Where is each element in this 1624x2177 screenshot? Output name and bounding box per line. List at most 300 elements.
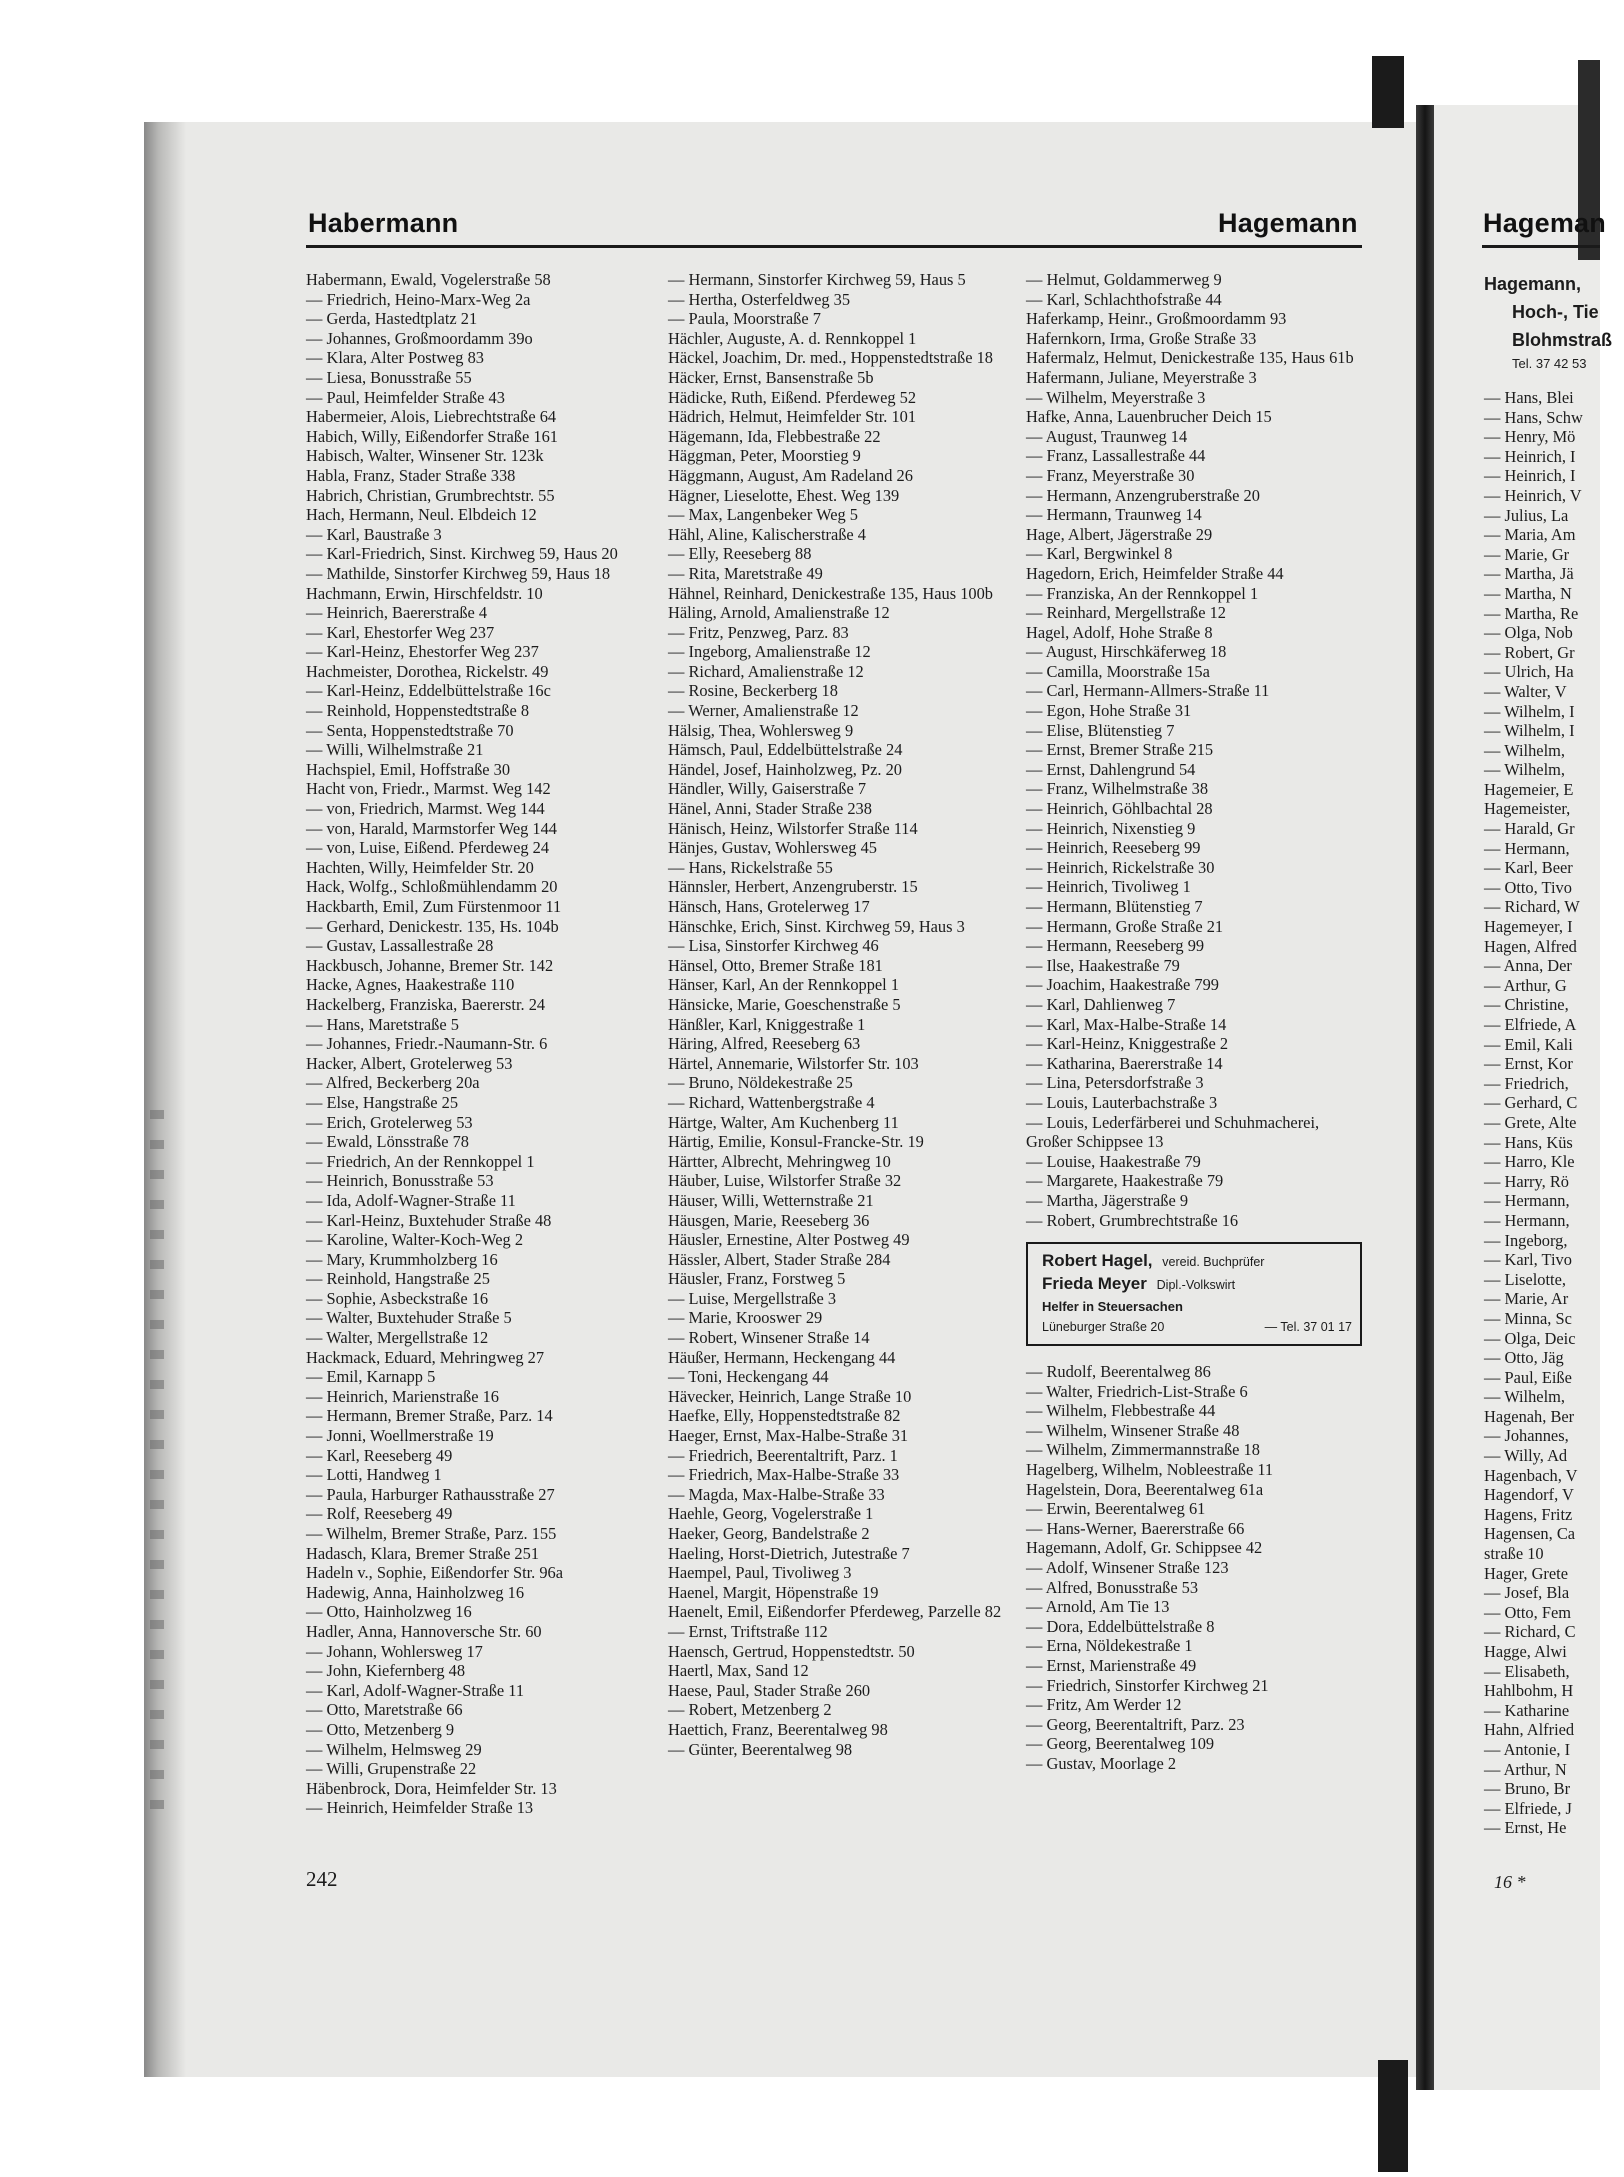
directory-entry: — Ulrich, Ha <box>1484 662 1574 682</box>
directory-entry: — Otto, Metzenberg 9 <box>306 1719 455 1739</box>
ad-subtitle: Helfer in Steuersachen <box>1042 1299 1183 1315</box>
directory-entry: Hässler, Albert, Stader Straße 284 <box>668 1249 891 1269</box>
directory-entry: — Arthur, G <box>1484 975 1567 995</box>
directory-entry: — Johannes, <box>1484 1426 1569 1446</box>
directory-entry: — Hermann, Große Straße 21 <box>1026 916 1224 936</box>
directory-entry: Haensch, Gertrud, Hoppenstedtstr. 50 <box>668 1641 915 1661</box>
directory-entry: — Bruno, Nöldekestraße 25 <box>668 1073 853 1093</box>
directory-entry: Haenel, Margit, Höpenstraße 19 <box>668 1582 879 1602</box>
directory-entry: — Otto, Hainholzweg 16 <box>306 1602 472 1622</box>
directory-entry: Hävecker, Heinrich, Lange Straße 10 <box>668 1386 912 1406</box>
directory-entry: — Heinrich, V <box>1484 485 1582 505</box>
directory-entry: — Günter, Beerentalweg 98 <box>668 1739 853 1759</box>
directory-entry: — Karl-Heinz, Ehestorfer Weg 237 <box>306 642 539 662</box>
directory-entry: Hähl, Aline, Kalischerstraße 4 <box>668 524 866 544</box>
directory-entry: Händler, Willy, Gaiserstraße 7 <box>668 779 867 799</box>
directory-entry: — Wilhelm, Zimmermannstraße 18 <box>1026 1440 1260 1460</box>
directory-entry: — Heinrich, Rickelstraße 30 <box>1026 857 1215 877</box>
directory-entry: Hahn, Alfried <box>1484 1720 1575 1740</box>
directory-entry: — Paula, Harburger Rathausstraße 27 <box>306 1484 555 1504</box>
directory-entry: — Gerhard, C <box>1484 1093 1578 1113</box>
directory-entry: — Martha, N <box>1484 583 1572 603</box>
next-page-header-rule <box>1482 245 1600 248</box>
directory-entry: Hagemeyer, I <box>1484 917 1573 937</box>
next-page-folio: 16 * <box>1494 1872 1526 1892</box>
directory-entry: Hädrich, Helmut, Heimfelder Str. 101 <box>668 407 917 427</box>
directory-entry: Haehle, Georg, Vogelerstraße 1 <box>668 1504 874 1524</box>
directory-entry: — Heinrich, Heimfelder Straße 13 <box>306 1798 534 1818</box>
directory-entry: — Louise, Haakestraße 79 <box>1026 1151 1201 1171</box>
directory-entry: — Elly, Reeseberg 88 <box>668 544 812 564</box>
directory-entry: Hägemann, Ida, Flebbestraße 22 <box>668 426 881 446</box>
directory-entry: Hagedorn, Erich, Heimfelder Straße 44 <box>1026 563 1284 583</box>
directory-entry: — Hans, Rickelstraße 55 <box>668 857 833 877</box>
directory-entry: — Karl-Heinz, Eddelbüttelstraße 16c <box>306 681 551 701</box>
directory-entry: Haenelt, Emil, Eißendorfer Pferdeweg, Parzelle 82 <box>668 1602 1002 1622</box>
directory-entry: Hädicke, Ruth, Eißend. Pferdeweg 52 <box>668 387 917 407</box>
directory-entry: Häuser, Willi, Wetternstraße 21 <box>668 1190 874 1210</box>
next-page-column <box>1484 270 1624 1838</box>
directory-entry: — Ernst, Marienstraße 49 <box>1026 1656 1197 1675</box>
ad-title-1: vereid. Buchprüfer <box>1162 1255 1265 1270</box>
directory-entry: — Maria, Am <box>1484 525 1576 545</box>
directory-entry: — Carl, Hermann-Allmers-Straße 11 <box>1026 681 1270 701</box>
directory-entry: — Rolf, Reeseberg 49 <box>306 1504 453 1524</box>
directory-entry: Härtel, Annemarie, Wilstorfer Str. 103 <box>668 1053 919 1073</box>
directory-entry: — Louis, Lauterbachstraße 3 <box>1026 1092 1218 1112</box>
directory-entry: — Sophie, Asbeckstraße 16 <box>306 1288 489 1308</box>
directory-entry: Haettich, Franz, Beerentalweg 98 <box>668 1719 888 1739</box>
next-page-running-head: Hageman <box>1483 208 1606 238</box>
directory-entry: Häbenbrock, Dora, Heimfelder Str. 13 <box>306 1778 557 1798</box>
directory-entry: — Luise, Mergellstraße 3 <box>668 1288 837 1308</box>
directory-entry: — Joachim, Haakestraße 799 <box>1026 975 1219 995</box>
directory-entry: Hagens, Fritz <box>1484 1504 1573 1524</box>
directory-entry: — Heinrich, Marienstraße 16 <box>306 1386 499 1406</box>
directory-entry: — Richard, C <box>1484 1622 1576 1642</box>
directory-entry: — Harro, Kle <box>1484 1152 1575 1172</box>
directory-entry: — Wilhelm, <box>1484 760 1565 780</box>
directory-entry: — Minna, Sc <box>1484 1308 1572 1328</box>
directory-entry: — Heinrich, Bonusstraße 53 <box>306 1171 494 1191</box>
directory-entry: — Karl, Baustraße 3 <box>306 524 442 544</box>
directory-entry: — Wilhelm, I <box>1484 701 1575 721</box>
directory-entry: — Lotti, Handweg 1 <box>306 1465 442 1485</box>
directory-entry: — Heinrich, I <box>1484 466 1576 486</box>
directory-entry: — Martha, Jä <box>1484 564 1574 584</box>
directory-entry: — Arthur, N <box>1484 1759 1567 1779</box>
directory-entry: — Johannes, Friedr.-Naumann-Str. 6 <box>306 1034 548 1054</box>
directory-entry: — Karl, Max-Halbe-Straße 14 <box>1026 1014 1227 1034</box>
directory-entry: — Louis, Lederfärberei und Schuhmacherei, Großer Schippsee 13 <box>1026 1112 1320 1152</box>
directory-entry: — Bruno, Br <box>1484 1779 1571 1799</box>
directory-entry: Habermeier, Alois, Liebrechtstraße 64 <box>306 407 557 427</box>
directory-entry: Häusler, Ernestine, Alter Postweg 49 <box>668 1230 910 1250</box>
directory-entry: — Julius, La <box>1484 505 1569 525</box>
directory-entry: Händel, Josef, Hainholzweg, Pz. 20 <box>668 759 902 779</box>
directory-entry: — Ewald, Lönsstraße 78 <box>306 1132 469 1152</box>
directory-entry: — Hertha, Osterfeldweg 35 <box>668 289 851 309</box>
directory-entry: — Hermann, Sinstorfer Kirchweg 59, Haus 5 <box>668 270 966 289</box>
directory-entry: — Franziska, An der Rennkoppel 1 <box>1026 583 1259 603</box>
directory-entry: — Franz, Wilhelmstraße 38 <box>1026 779 1209 799</box>
directory-entry: Hächler, Auguste, A. d. Rennkoppel 1 <box>668 328 917 348</box>
directory-entry: — Otto, Tivo <box>1484 877 1572 897</box>
directory-entry: Härtig, Emilie, Konsul-Francke-Str. 19 <box>668 1132 924 1152</box>
directory-entry: Häggmann, August, Am Radeland 26 <box>668 465 913 485</box>
directory-entry: Hänschke, Erich, Sinst. Kirchweg 59, Haus 3 <box>668 916 965 936</box>
directory-entry: Hackbarth, Emil, Zum Fürstenmoor 11 <box>306 897 562 916</box>
directory-column-3 <box>1026 270 1362 1774</box>
directory-entry: Häring, Alfred, Reeseberg 63 <box>668 1034 861 1054</box>
scanner-clip-top <box>1372 56 1404 128</box>
directory-entry: — Wilhelm, Helmsweg 29 <box>306 1739 482 1759</box>
directory-entry: — von, Luise, Eißend. Pferdeweg 24 <box>306 838 550 858</box>
directory-entry: Hachmann, Erwin, Hirschfeldstr. 10 <box>306 583 543 603</box>
directory-entry: Hahlbohm, H <box>1484 1681 1574 1701</box>
directory-entry: — Max, Langenbeker Weg 5 <box>668 505 858 525</box>
directory-entry: — Hermann, <box>1484 1210 1570 1230</box>
directory-entry: Hachmeister, Dorothea, Rickelstr. 49 <box>306 661 549 681</box>
directory-entry: — Anna, Der <box>1484 956 1572 976</box>
directory-entry: Hage, Albert, Jägerstraße 29 <box>1026 524 1213 544</box>
scanner-clip-bottom <box>1378 2060 1408 2172</box>
directory-entry: — Richard, Wattenbergstraße 4 <box>668 1092 875 1112</box>
directory-entry: Häling, Arnold, Amalienstraße 12 <box>668 603 890 623</box>
directory-entry: — Jonni, Woellmerstraße 19 <box>306 1426 494 1446</box>
directory-entry: — Elfriede, J <box>1484 1798 1572 1818</box>
directory-entry: — Walter, Friedrich-List-Straße 6 <box>1026 1381 1248 1401</box>
directory-entry: Häusgen, Marie, Reeseberg 36 <box>668 1210 870 1230</box>
directory-entry: Haempel, Paul, Tivoliweg 3 <box>668 1563 852 1583</box>
directory-entry: Haefke, Elly, Hoppenstedtstraße 82 <box>668 1406 901 1426</box>
directory-entry: — Heinrich, I <box>1484 446 1576 466</box>
next-page-bold-line-1: Hagemann, <box>1484 274 1582 294</box>
directory-entry: — Richard, W <box>1484 897 1580 917</box>
directory-entry: — Mathilde, Sinstorfer Kirchweg 59, Haus 18 <box>306 563 611 583</box>
directory-entry: Hagelstein, Dora, Beerentalweg 61a <box>1026 1479 1264 1499</box>
directory-entry: Hagge, Alwi <box>1484 1642 1567 1661</box>
directory-entry: — Rosine, Beckerberg 18 <box>668 681 838 701</box>
directory-entry: Hachten, Willy, Heimfelder Str. 20 <box>306 857 534 877</box>
directory-entry: Hämsch, Paul, Eddelbüttelstraße 24 <box>668 740 903 760</box>
directory-entry: — Wilhelm, <box>1484 740 1565 760</box>
directory-entry: — Hermann, Blütenstieg 7 <box>1026 897 1203 916</box>
directory-entry: — Karl, Tivo <box>1484 1250 1572 1270</box>
directory-entry: — Marie, Gr <box>1484 544 1570 564</box>
directory-entry: Hacke, Agnes, Haakestraße 110 <box>306 975 515 995</box>
directory-entry: — Robert, Winsener Straße 14 <box>668 1328 870 1348</box>
directory-entry: — Robert, Grumbrechtstraße 16 <box>1026 1210 1239 1230</box>
ad-name-2: Frieda Meyer <box>1042 1274 1147 1294</box>
directory-entry: — Ida, Adolf-Wagner-Straße 11 <box>306 1190 516 1210</box>
directory-entry: — Friedrich, Beerentaltrift, Parz. 1 <box>668 1445 898 1465</box>
directory-entry: — Gerda, Hastedtplatz 21 <box>306 309 478 329</box>
directory-entry: Hänsel, Otto, Bremer Straße 181 <box>668 955 883 975</box>
directory-entry: — Karl-Friedrich, Sinst. Kirchweg 59, Haus 20 <box>306 544 618 564</box>
directory-entry: Hackelberg, Franziska, Baererstr. 24 <box>306 994 546 1014</box>
directory-entry: — Reinhard, Mergellstraße 12 <box>1026 603 1226 623</box>
directory-entry: Hacker, Albert, Grotelerweg 53 <box>306 1053 513 1073</box>
binding-marks <box>150 1110 164 1830</box>
directory-entry: — Wilhelm, Meyerstraße 3 <box>1026 387 1206 407</box>
directory-entry: Hagelberg, Wilhelm, Nobleestraße 11 <box>1026 1460 1274 1480</box>
directory-entry: Hadasch, Klara, Bremer Straße 251 <box>306 1543 540 1563</box>
directory-entry: — Karl-Heinz, Buxtehuder Straße 48 <box>306 1210 552 1230</box>
next-page-entries <box>1484 388 1624 1838</box>
directory-column-2 <box>668 270 1002 1759</box>
directory-entry: — Katharina, Baererstraße 14 <box>1026 1053 1223 1073</box>
directory-entry: — Marie, Ar <box>1484 1289 1569 1309</box>
directory-entry: — Rita, Maretstraße 49 <box>668 563 823 583</box>
directory-column-1 <box>306 270 640 1818</box>
directory-entry: Hagel, Adolf, Hohe Straße 8 <box>1026 622 1213 642</box>
directory-entry: — Hermann, Bremer Straße, Parz. 14 <box>306 1406 553 1426</box>
directory-entry: — Hans, Blei <box>1484 388 1574 407</box>
directory-entry: — Christine, <box>1484 995 1569 1015</box>
directory-entry: — Hans, Küs <box>1484 1132 1573 1152</box>
directory-entry: — Gustav, Moorlage 2 <box>1026 1753 1177 1773</box>
directory-entry: Häußer, Hermann, Heckengang 44 <box>668 1347 896 1367</box>
directory-entry: — Ingeborg, <box>1484 1230 1568 1250</box>
ad-phone: — Tel. 37 01 17 <box>1264 1320 1352 1335</box>
directory-entry: — Ernst, He <box>1484 1818 1567 1838</box>
directory-entry: Hagenah, Ber <box>1484 1406 1575 1426</box>
directory-entry: — Willi, Wilhelmstraße 21 <box>306 740 484 760</box>
ad-title-2: Dipl.-Volkswirt <box>1156 1278 1236 1293</box>
directory-entry: Habisch, Walter, Winsener Str. 123k <box>306 446 544 466</box>
advertisement-box <box>1026 1242 1362 1346</box>
directory-entry: — Fritz, Am Werder 12 <box>1026 1695 1182 1715</box>
directory-entry: — Paul, Heimfelder Straße 43 <box>306 387 505 407</box>
directory-entry: Hackmack, Eduard, Mehringweg 27 <box>306 1347 545 1367</box>
directory-entry: — Walter, V <box>1484 681 1567 701</box>
directory-entry: — Walter, Buxtehuder Straße 5 <box>306 1308 512 1328</box>
running-head-right: Hagemann <box>1218 208 1358 238</box>
header-rule <box>306 245 1362 248</box>
directory-entry: — Karl, Adolf-Wagner-Straße 11 <box>306 1680 525 1700</box>
directory-entry: — Johann, Wohlersweg 17 <box>306 1641 483 1661</box>
directory-entry: — Otto, Maretstraße 66 <box>306 1700 463 1720</box>
directory-entry: — Henry, Mö <box>1484 427 1576 447</box>
directory-entry: Hackbusch, Johanne, Bremer Str. 142 <box>306 955 554 975</box>
directory-entry: — von, Friedrich, Marmst. Weg 144 <box>306 799 545 819</box>
directory-entry: — Reinhold, Hoppenstedtstraße 8 <box>306 701 530 721</box>
directory-entry: Haferkamp, Heinr., Großmoordamm 93 <box>1026 309 1287 329</box>
directory-entry: Häckel, Joachim, Dr. med., Hoppenstedtstraße 18 <box>668 348 993 368</box>
directory-entry: Häuber, Luise, Wilstorfer Straße 32 <box>668 1171 902 1191</box>
directory-entry: — Robert, Metzenberg 2 <box>668 1700 832 1720</box>
directory-entry: Habermann, Ewald, Vogelerstraße 58 <box>306 270 551 289</box>
directory-entry: Hachspiel, Emil, Hoffstraße 30 <box>306 759 511 779</box>
directory-entry: Habla, Franz, Stader Straße 338 <box>306 465 516 485</box>
directory-entry: — Heinrich, Baererstraße 4 <box>306 603 488 623</box>
directory-entry: — Senta, Hoppenstedtstraße 70 <box>306 720 514 740</box>
directory-entry: — Hans-Werner, Baererstraße 66 <box>1026 1518 1245 1538</box>
directory-entry: Hafermann, Juliane, Meyerstraße 3 <box>1026 367 1257 387</box>
directory-entry: — Robert, Gr <box>1484 642 1575 662</box>
directory-entry: — Wilhelm, Flebbestraße 44 <box>1026 1401 1216 1421</box>
directory-entry: — Hermann, Traunweg 14 <box>1026 505 1202 525</box>
directory-entry: — August, Traunweg 14 <box>1026 426 1188 446</box>
directory-entry: Hähnel, Reinhard, Denickestraße 135, Haus 100b <box>668 583 993 603</box>
directory-entry: — Marie, Krooswег 29 <box>668 1308 823 1328</box>
directory-entry: — Paul, Eiße <box>1484 1367 1572 1387</box>
directory-entry: Habich, Willy, Eißendorfer Straße 161 <box>306 426 558 446</box>
directory-entry: — Martha, Jägerstraße 9 <box>1026 1190 1189 1210</box>
directory-entry: — Heinrich, Reeseberg 99 <box>1026 838 1201 858</box>
directory-entry: Hagenbach, V <box>1484 1465 1578 1485</box>
directory-entry: Hafermalz, Helmut, Denickestraße 135, Haus 61b <box>1026 348 1354 368</box>
directory-entry: — Rudolf, Beerentalweg 86 <box>1026 1362 1211 1382</box>
directory-entry: — Hans, Maretstraße 5 <box>306 1014 459 1034</box>
directory-entry: — Ernst, Triftstraße 112 <box>668 1621 828 1641</box>
directory-entry: — Elfriede, A <box>1484 1015 1577 1034</box>
directory-entry: — Egon, Hohe Straße 31 <box>1026 701 1192 721</box>
directory-entry: — Antonie, I <box>1484 1739 1571 1759</box>
directory-entry: Habrich, Christian, Grumbrechtstr. 55 <box>306 485 555 505</box>
directory-entry: — Margarete, Haakestraße 79 <box>1026 1171 1224 1191</box>
directory-entry: — Karl, Beer <box>1484 858 1573 878</box>
directory-entry: — Hermann, <box>1484 1191 1570 1211</box>
directory-entry: — Reinhold, Hangstraße 25 <box>306 1269 490 1289</box>
directory-entry: Haese, Paul, Stader Straße 260 <box>668 1680 871 1700</box>
directory-entry: Härtter, Albrecht, Mehringweg 10 <box>668 1151 891 1171</box>
directory-entry: Hälsig, Thea, Wohlersweg 9 <box>668 720 854 740</box>
directory-entry: — Johannes, Großmoordamm 39o <box>306 328 533 348</box>
directory-entry: — Paula, Moorstraße 7 <box>668 309 821 329</box>
directory-entry: — Ilse, Haakestraße 79 <box>1026 955 1180 975</box>
directory-entry: Hänsch, Hans, Grotelerweg 17 <box>668 897 870 916</box>
directory-entry: — Grete, Alte <box>1484 1112 1577 1132</box>
directory-entry: — Liselotte, <box>1484 1269 1566 1289</box>
directory-entry: Hännsler, Herbert, Anzengruberstr. 15 <box>668 877 918 897</box>
directory-entry: — Erna, Nöldekestraße 1 <box>1026 1636 1193 1656</box>
directory-entry: Hadler, Anna, Hannoversche Str. 60 <box>306 1621 542 1641</box>
directory-entry: — Richard, Amalienstraße 12 <box>668 661 864 681</box>
directory-entry: — Otto, Fem <box>1484 1602 1571 1622</box>
directory-entry: — Harald, Gr <box>1484 819 1575 839</box>
directory-entry: — Ernst, Dahlengrund 54 <box>1026 759 1196 779</box>
directory-entry: Hagemeister, <box>1484 799 1571 819</box>
directory-entry: — Fritz, Penzweg, Parz. 83 <box>668 622 849 642</box>
directory-entry: — Franz, Meyerstraße 30 <box>1026 465 1195 485</box>
directory-entry: — Friedrich, Max-Halbe-Straße 33 <box>668 1465 900 1485</box>
directory-entry: — Walter, Mergellstraße 12 <box>306 1328 489 1348</box>
directory-entry: Haeling, Horst-Dietrich, Jutestraße 7 <box>668 1543 910 1563</box>
directory-entry: — Gerhard, Denickestr. 135, Hs. 104b <box>306 916 559 936</box>
directory-entry: — Josef, Bla <box>1484 1583 1570 1603</box>
directory-entry: Hadewig, Anna, Hainholzweg 16 <box>306 1582 525 1602</box>
directory-entry: — Magda, Max-Halbe-Straße 33 <box>668 1484 885 1504</box>
directory-entry: — Karl, Bergwinkel 8 <box>1026 544 1173 564</box>
directory-entry: Haertl, Max, Sand 12 <box>668 1661 809 1681</box>
directory-entry: — Willy, Ad <box>1484 1446 1568 1466</box>
directory-entry: — Franz, Lassallestraße 44 <box>1026 446 1206 466</box>
directory-entry: Häcker, Ernst, Bansenstraße 5b <box>668 367 874 387</box>
directory-entry: — Wilhelm, Bremer Straße, Parz. 155 <box>306 1524 557 1543</box>
directory-entry: Hänser, Karl, An der Rennkoppel 1 <box>668 975 900 995</box>
directory-entry: — Karl, Dahlienweg 7 <box>1026 994 1176 1014</box>
directory-entry: — Friedrich, <box>1484 1073 1569 1093</box>
directory-entry: Hägner, Lieselotte, Ehest. Weg 139 <box>668 485 900 505</box>
directory-entry: — Helmut, Goldammerweg 9 <box>1026 270 1222 289</box>
directory-entry: — Ingeborg, Amalienstraße 12 <box>668 642 871 662</box>
directory-entry: Hänßler, Karl, Kniggestraße 1 <box>668 1014 866 1034</box>
directory-entry: — Dora, Eddelbüttelstraße 8 <box>1026 1616 1215 1636</box>
directory-entry: — Heinrich, Nixenstieg 9 <box>1026 818 1196 838</box>
directory-entry: Hagendorf, V <box>1484 1485 1574 1505</box>
directory-entry: Hänisch, Heinz, Wilstorfer Straße 114 <box>668 818 918 838</box>
directory-entry: Hagensen, Ca <box>1484 1524 1576 1544</box>
directory-entry: Hafernkorn, Irma, Große Straße 33 <box>1026 328 1257 348</box>
directory-entry: — Martha, Re <box>1484 603 1579 623</box>
directory-entry: — Friedrich, Sinstorfer Kirchweg 21 <box>1026 1675 1269 1695</box>
directory-entry: Hagemeier, E <box>1484 779 1574 799</box>
directory-entry: — Hermann, Anzengruberstraße 20 <box>1026 485 1260 505</box>
directory-entry: — Liesa, Bonusstraße 55 <box>306 367 472 387</box>
directory-entry: — Wilhelm, I <box>1484 721 1575 741</box>
directory-entry: — Arnold, Am Tie 13 <box>1026 1597 1170 1617</box>
next-page-tel: Tel. 37 42 53 <box>1512 356 1587 371</box>
directory-entry: — Karl, Ehestorfer Weg 237 <box>306 622 495 642</box>
directory-entry: Haeker, Georg, Bandelstraße 2 <box>668 1524 870 1543</box>
next-page-bold-line-2: Hoch-, Tie <box>1512 302 1599 322</box>
directory-entry: — Ernst, Bremer Straße 215 <box>1026 740 1214 760</box>
directory-entry: Härtge, Walter, Am Kuchenberg 11 <box>668 1112 899 1132</box>
directory-entry: — John, Kiefernberg 48 <box>306 1661 466 1681</box>
directory-entry: Hack, Wolfg., Schloßmühlendamm 20 <box>306 877 558 897</box>
directory-entry: — Elisabeth, <box>1484 1661 1570 1681</box>
directory-entry: — Hermann, Reeseberg 99 <box>1026 936 1205 956</box>
directory-entry: — Emil, Kali <box>1484 1034 1573 1054</box>
directory-entry: — Emil, Karnapp 5 <box>306 1367 436 1387</box>
directory-entry: — Gustav, Lassallestraße 28 <box>306 936 494 956</box>
directory-entry: Hänsicke, Marie, Goeschenstraße 5 <box>668 994 901 1014</box>
directory-entry: — Hermann, <box>1484 838 1570 858</box>
running-head-left: Habermann <box>308 208 459 238</box>
directory-entry: — Toni, Heckengang 44 <box>668 1367 829 1387</box>
directory-entry: — Friedrich, Heino-Marx-Weg 2a <box>306 289 531 309</box>
directory-entry: — Alfred, Bonusstraße 53 <box>1026 1577 1199 1597</box>
directory-entry: — Olga, Nob <box>1484 623 1573 643</box>
directory-entry: — Alfred, Beckerberg 20a <box>306 1073 480 1093</box>
directory-entry: — Friedrich, An der Rennkoppel 1 <box>306 1151 535 1171</box>
directory-entry: Hacht von, Friedr., Marmst. Weg 142 <box>306 779 551 799</box>
directory-entry: — Lina, Petersdorfstraße 3 <box>1026 1073 1204 1093</box>
directory-entry: — Willi, Grupenstraße 22 <box>306 1759 477 1779</box>
directory-entry: — Adolf, Winsener Straße 123 <box>1026 1558 1229 1578</box>
page-number: 242 <box>306 1867 338 1891</box>
directory-entry: — Karl, Reeseberg 49 <box>306 1445 453 1465</box>
ad-name-1: Robert Hagel, <box>1042 1251 1153 1271</box>
directory-entry: Hagemann, Adolf, Gr. Schippsee 42 <box>1026 1538 1263 1558</box>
directory-entry: — Camilla, Moorstraße 15a <box>1026 661 1210 681</box>
directory-entry: — Wilhelm, Winsener Straße 48 <box>1026 1420 1240 1440</box>
directory-entry: — Mary, Krummholzberg 16 <box>306 1249 498 1269</box>
directory-entry: — Heinrich, Göhlbachtal 28 <box>1026 799 1213 819</box>
directory-entry: — Karoline, Walter-Koch-Weg 2 <box>306 1230 524 1250</box>
directory-entry: Hänel, Anni, Stader Straße 238 <box>668 799 872 819</box>
directory-entry: Hager, Grete <box>1484 1563 1568 1583</box>
directory-entry: — August, Hirschkäferweg 18 <box>1026 642 1227 662</box>
page-gutter <box>1416 105 1434 2090</box>
directory-entry: — Katharine <box>1484 1700 1570 1720</box>
directory-entry: — Hans, Schw <box>1484 407 1583 427</box>
directory-entry: Hafke, Anna, Lauenbrucher Deich 15 <box>1026 407 1272 427</box>
directory-entry: Hagen, Alfred <box>1484 936 1577 956</box>
directory-entry: Hadeln v., Sophie, Eißendorfer Str. 96a <box>306 1563 564 1583</box>
